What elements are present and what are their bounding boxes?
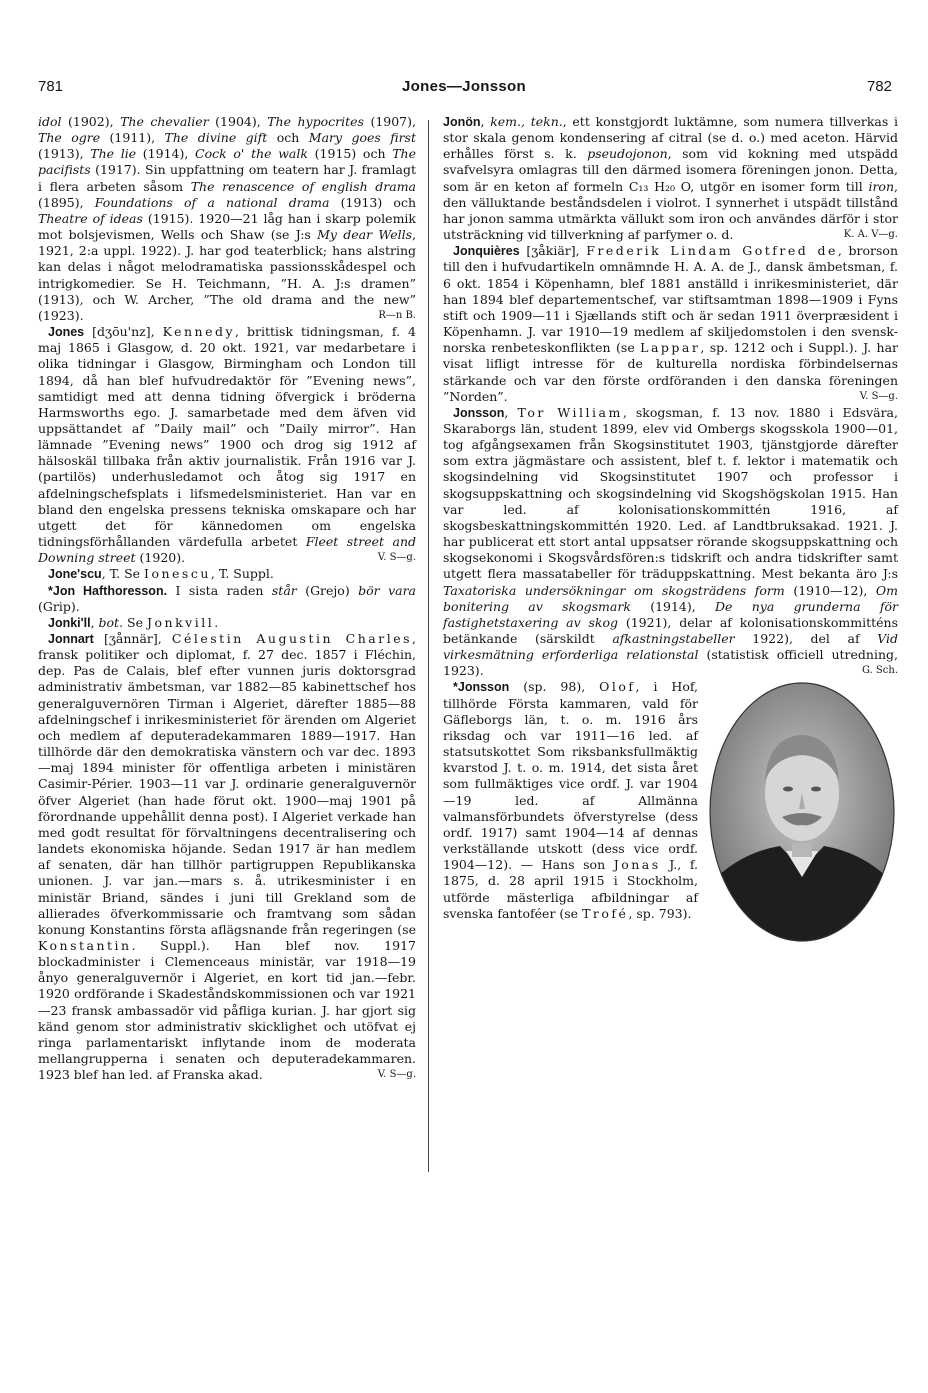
italic-title: kem., tekn. xyxy=(490,114,563,129)
text-run: , xyxy=(90,614,99,630)
text-run: (1913) och xyxy=(329,194,416,210)
text-run: [dʒōu'nz], xyxy=(84,324,163,340)
italic-title: The hypocrites xyxy=(267,114,364,129)
author-signature: K. A. V—g. xyxy=(843,229,898,241)
entry-headword: Jonsson xyxy=(453,405,505,420)
italic-title: står xyxy=(271,582,297,598)
running-header: Jones—Jonsson xyxy=(402,78,526,95)
entry-paragraph xyxy=(443,243,898,405)
italic-title: pseudojonon xyxy=(587,146,668,162)
text-run: (1917). Sin uppfattning om teatern har J. framlagt i flera arbeten såsom xyxy=(38,162,416,194)
entry-headword: *Jon Hafthoresson. xyxy=(48,583,168,598)
text-run: Se xyxy=(123,614,147,630)
text-run: (1914), xyxy=(136,146,196,162)
spaced-name: Olof xyxy=(599,679,636,695)
italic-title: The chevalier xyxy=(120,114,209,129)
text-run: (1913), xyxy=(38,146,91,162)
italic-title: De nya grunderna för fastighetstaxering av skog xyxy=(443,598,898,630)
text-run: . xyxy=(214,614,219,630)
spaced-name: Kennedy xyxy=(162,324,236,340)
text-run: 1922), del af xyxy=(734,631,878,646)
italic-title: bör vara xyxy=(358,582,417,598)
entry-headword: *Jonsson xyxy=(453,680,510,695)
text-run: . Suppl.). Han blef nov. 1917 blockadminister i Clemenceaus ministär, var 1918—19 ånyo generalguvernör i Algeriet, en kort tid jan.—febr. 1920 ordförande i Skadeståndskommissionen och var 1921—23 fransk ambassadör vid påfliga kurian. J. har gjort sig känd genom stor administrativ skicklighet och utöfvat ej ringa parlamentariskt inflytande inom de moderata mellangrupperna i senaten och deputeradekammaren. 1923 blef han led. af Franska akad. xyxy=(38,937,416,1083)
entry-headword: Jonnart xyxy=(48,632,94,646)
italic-title: bot. xyxy=(98,614,124,630)
text-run: (Grip). xyxy=(38,598,80,614)
page-number-right: 782 xyxy=(866,78,892,95)
text-run: (1915). 1920—21 låg han i skarp polemik mot bolsjevismen, Wells och Shaw (se J:s xyxy=(38,210,416,243)
text-run: (sp. 98), xyxy=(509,679,600,695)
right-column xyxy=(443,114,898,947)
entry-paragraph xyxy=(38,566,416,582)
text-run: , sp. 793). xyxy=(628,905,692,921)
text-run: (1921), delar af kolonisationskommitténs betänkande (särskildt xyxy=(443,614,898,646)
entry-headword: Jonki'll xyxy=(48,615,91,630)
entry-headword: Jones xyxy=(48,325,85,340)
italic-title: The pacifists xyxy=(38,146,416,178)
entry-paragraph xyxy=(443,405,898,680)
text-run: (1920). xyxy=(135,550,186,566)
text-run: , ett konstgjordt luktämne, som numera tillverkas i stor skala genom kondensering af citral (se d. o.) med aceton. Härvid erhålles först s. k. xyxy=(443,114,899,162)
text-run: , brittisk tidningsman, f. 4 maj 1865 i Glasgow, d. 20 okt. 1921, var medarbetare i olika tidningar i Glasgow, Birmingham och London till 1894, då han blef hufvudredaktör för ”Evening news”, samtidigt med att denna tidning öfvergick i bröderna Harmsworths ego. J. samarbetade med dem äfven vid uppsättandet af ”Daily mail” och ”Daily mirror”. Han lämnade ”Evening news” 1900 och drog sig 1912 af hälsoskäl tillbaka från aktiv journalistik. Från 1916 var J. (partilös) underhusledamot och åtog sig 1917 en afdelningschefsplats i lifsmedelsministeriet. Han var en bland den engelska pressens tekniska omskapare och har utgett det för kännedomen om engelska tidningsförhållanden värdefulla arbetet xyxy=(38,324,416,550)
text-run: (1907), xyxy=(363,114,416,129)
text-run: , 1921, 2:a uppl. 1922). J. har god teaterblick; hans alstring kan delas i något melodramatiska passionsskådespel och intrigkomedier. Se H. Teichmann, ”H. A. J:s dramen” (1913), och W. Archer, ”The old drama and the new” (1923). xyxy=(38,227,416,323)
italic-title: afkastningstabeller xyxy=(612,631,735,646)
entry-paragraph xyxy=(38,615,416,631)
spaced-name: Jonkvill xyxy=(146,614,215,630)
italic-title: Om bonitering av skogsmark xyxy=(443,582,898,614)
portrait-photo xyxy=(708,681,896,943)
text-run: (1911), xyxy=(100,130,165,146)
italic-title: iron xyxy=(868,178,895,194)
italic-title: The divine gift xyxy=(164,130,268,146)
text-run: (1910—12), xyxy=(784,582,876,598)
entry-paragraph xyxy=(443,679,898,921)
text-run: och xyxy=(267,130,309,146)
text-run: (1915) och xyxy=(307,146,393,162)
text-run: I sista raden xyxy=(167,582,272,598)
column-divider xyxy=(428,120,429,1172)
entry-paragraph xyxy=(443,114,898,243)
author-signature: V. S—g. xyxy=(377,552,416,564)
spaced-name: Jonas xyxy=(613,857,661,873)
italic-title: Theatre of ideas xyxy=(38,210,143,226)
spaced-name: Lappar xyxy=(640,340,701,356)
page-number-left: 781 xyxy=(38,78,64,95)
entry-paragraph xyxy=(38,583,416,615)
text-run: (1902), xyxy=(61,114,121,129)
spaced-name: Ionescu xyxy=(144,566,211,582)
author-signature: V. S—g. xyxy=(377,1069,416,1081)
italic-title: Mary goes first xyxy=(308,130,416,146)
text-run: (1914), xyxy=(630,598,716,614)
text-run: (1904), xyxy=(208,114,268,129)
text-run: , i Hof, tillhörde Första kammaren, vald för Gäfleborgs län, t. o. m. 1916 års riksdag och var 1911—16 led. af statsutskottet Som riksbanksfullmäktig kvarstod J. t. o. m. 1914, det sista året som fullmäktiges vice ordf. J. var 1904—19 led. af Allmänna valmansförbundets öfverstyrelse (dess ordf. 1917) samt 1904—14 af dennas verkställande utskott (dess vice ordf. 1904—12). — Hans son xyxy=(443,679,698,873)
text-run: , xyxy=(480,114,491,129)
text-run: , xyxy=(504,404,518,420)
italic-title: Fleet street and Downing street xyxy=(38,534,416,566)
author-signature: V. S—g. xyxy=(859,390,898,402)
text-run: , brorson till den i hufvudartikeln omnämnde H. A. A. de J., dansk ämbetsman, f. 6 okt. 1854 i Köpenhamn, blef 1881 anställd i inrikesministeriet, där han 1894 blef departementschef, var stiftsamtman 1898—1909 i Fyns stift och 1909—11 i Sjællands stift och är sedan 1911 överpræsident i Köpenhamn. J. var 1910—19 medlem af skiljedomstolen i den svensk-norska renbeteskonflikten (se xyxy=(443,243,898,356)
entry-headword: Jonön xyxy=(443,115,481,129)
entry-paragraph xyxy=(38,114,416,324)
entry-headword: Jone'scu xyxy=(48,567,102,582)
spaced-name: Célestin Augustin Charles xyxy=(171,631,413,646)
text-run: , skogsman, f. 13 nov. 1880 i Edsvära, Skaraborgs län, student 1899, elev vid Ombergs skogsskola 1900—01, tog afgångsexamen från Skogsinstitutet 1903, tjänstgjorde därefter som extra jägmästare och assistent, blef t. f. lektor i matematik och skogsindelning vid Skogsinstitutet 1907 och professor i skogsuppskattning och skogsindelning vid Skogshögskolan 1915. Han var led. af kolonisationskommittén 1916, af skogsbeskattningskommittén 1920. Led. af Landtbruksakad. 1921. J. har publicerat ett stort antal uppsatser rörande skogsuppskattning och skogsekonomi i Skogsvårdsfören:s tidskrift och andra tidskrifter samt utgett flera massatabeller för träduppskattning. Mest bekanta äro J:s xyxy=(443,404,898,582)
italic-title: idol xyxy=(38,114,62,129)
entry-paragraph xyxy=(38,324,416,566)
text-run: , T. Se xyxy=(101,566,145,582)
spaced-name: Tor William xyxy=(517,404,623,420)
text-run: , fransk politiker och diplomat, f. 27 dec. 1857 i Fléchin, dep. Pas de Calais, blef efter vunnen juris doktorsgrad administrativ ämbetsman, var 1882—85 kabinettschef hos generalguvernören Tirman i Algeriet, därefter 1885—88 afdelningschef i inrikesministeriet för ärenden om Algeriet och medlem af deputeradekammaren 1889—1917. Han tillhörde där den demokratiska vänstern och var dec. 1893—maj 1894 minister för offentliga arbeten i ministären Casimir-Périer. 1903—11 var J. ordinarie generalguvernör öfver Algeriet (han hade förut okt. 1900—maj 1901 på förordnande uppehållit denna post). I Algeriet verkade han med godt resultat för förvaltningens decentralisering och landets ekonomiska höjande. Sedan 1917 är han medlem af senaten, där han tillhör partigruppen Republikanska unionen. J. var jan.—mars s. å. utrikesminister i en ministär Briand, sändes i juni till Grekland som de allierades öfverkommissarie och framtvang som sådan konung Konstantins första aflägsnande från regeringen (se xyxy=(38,631,416,937)
italic-title: My dear Wells xyxy=(317,227,413,243)
left-column xyxy=(38,114,416,1083)
text-run: [ʒånnär], xyxy=(93,631,172,646)
text-run: (statistisk officiell utredning, 1923). xyxy=(443,647,899,679)
italic-title: Foundations of a national drama xyxy=(94,194,330,210)
text-run: J., f. 1875, d. 28 april 1915 i Stockholm, utförde mästerliga afbildningar af svenska fantoféer (se xyxy=(443,857,698,921)
text-run: , som vid kokning med utspädd svafvelsyra omlagras till den därmed isomera föreningen jonon. Detta, som är en keton af formeln C₁₃ H₂₀ O, utgör en isomer form till xyxy=(443,146,898,194)
italic-title: Cock o' the walk xyxy=(195,146,308,162)
entry-paragraph xyxy=(38,631,416,1083)
text-run: (Grejo) xyxy=(296,582,359,598)
italic-title: The renascence of english drama xyxy=(190,178,416,194)
spaced-name: Trofé xyxy=(582,905,629,921)
text-run: (1895), xyxy=(38,194,95,210)
entry-headword: Jonquières xyxy=(453,244,520,259)
italic-title: Taxatoriska undersökningar om skogsträdens form xyxy=(443,582,785,598)
italic-title: Vid virkesmätning erforderliga relationstal xyxy=(443,631,899,663)
text-run: , T. Suppl. xyxy=(210,566,274,582)
spaced-name: Frederik Lindam Gotfred de xyxy=(586,243,838,259)
spaced-name: Konstantin xyxy=(38,937,132,953)
text-run: , sp. 1212 och i Suppl.). J. har visat lifligt intresse för de kulturella nordiska förbindelsernas stärkande och var den förste ordföranden i den danska föreningen ”Norden”. xyxy=(443,340,898,404)
text-run: [ʒåkiär], xyxy=(519,243,587,259)
author-signature: R—n B. xyxy=(378,309,416,321)
text-run: , den välluktande beståndsdelen i violrot. I synnerhet i utspädt tillstånd har jonon samma utmärkta vällukt som iron och användes därför i stor utsträckning vid tillverkning af parfymer o. d. xyxy=(443,178,898,243)
author-signature: G. Sch. xyxy=(861,665,898,677)
italic-title: The lie xyxy=(90,146,137,162)
italic-title: The ogre xyxy=(38,130,101,146)
